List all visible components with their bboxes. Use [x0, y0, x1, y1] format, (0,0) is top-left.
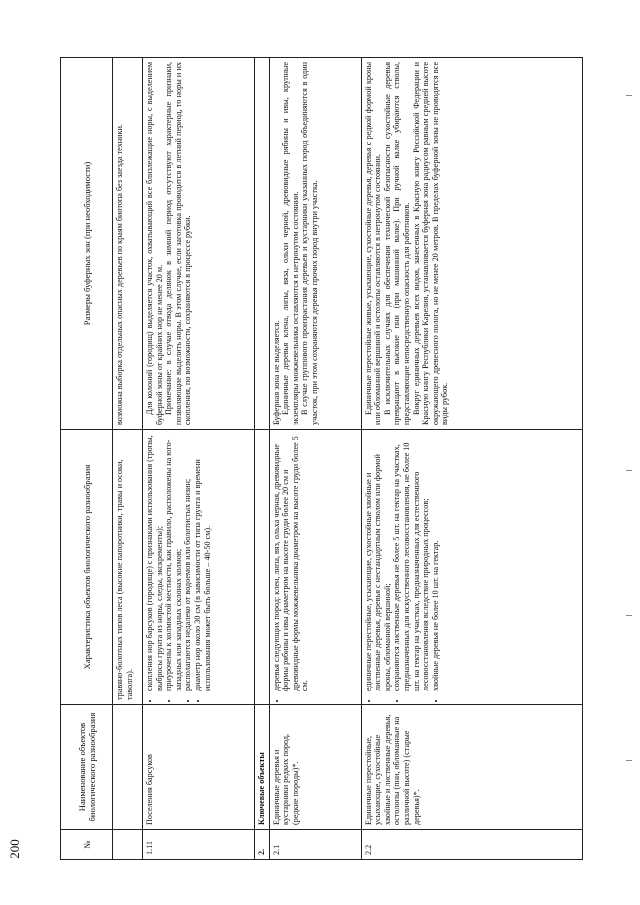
cell-name: Единичные деревья и кустарники редких пород, (редкие породы)*. — [269, 705, 361, 830]
section-number: 2. — [255, 830, 270, 860]
header-number: № — [61, 830, 113, 860]
buffer-paragraph: В случае группового произрастания деревьев и кустарники указанных пород объединяются в один участок, при этом сохраняются деревья прочих пород внутри участка. — [300, 62, 319, 425]
table-row-2-1 — [269, 58, 361, 860]
cell-buffer — [143, 58, 255, 430]
list-item: • сохраняются лиственные деревья не более 5 шт. на гектар на участках, предназначенных для искусственного лесовосстановления, не более 10 шт. на гектар на участках, предназначенных для естественного лесовосстановления вследствие природных процессов; — [392, 434, 430, 691]
list-item: • хвойные деревья не более 10 шт. на гектар. — [431, 434, 441, 691]
list-item: • деревья следующих пород: клен, липа, вяз, ольха черная, древовидные формы рябины и ивы диаметром на высоте груди более 20 см и древовидные формы можжевельника диаметром на высоте груди более 5 см. — [272, 434, 310, 691]
buffer-paragraph: Буферная зона не выделяется. — [271, 320, 281, 425]
cell-number: 2.1 — [269, 830, 361, 860]
cell-name: Поселения барсуков — [143, 705, 255, 830]
section-row-key-objects — [255, 58, 270, 860]
cell-characteristics — [143, 430, 255, 705]
cell-number: 2.2 — [361, 830, 582, 860]
cell-name: Единичные перестойные, усыхающие, сухостойные хвойные и лиственные деревья, остолопы (пни, обломанные на различной высоте) (старые деревья)*. — [361, 705, 582, 830]
list-item: • приурочены к холмистой местности, как правило, расположены на юго-западных или западных склонах холмов; — [164, 434, 183, 691]
cell-number — [113, 830, 143, 860]
buffer-paragraph: Вокруг единичных деревьев всех видов, занесенных в Красную книгу Российской Федерации и Красную книгу Республики Карелия, устанавливается буферная зона радиусом равным средней высоте окружающего древесного полога, но не менее 20 метров. В пределах буферной зоны не проводятся все виды рубок. — [411, 62, 450, 425]
buffer-paragraph: В исключительных случаях для обеспечения технической безопасности сухостойные деревья превращают в высокие пни (при машинной валке). При ручной валке убираются стволы, представляющие непосредственную опасность для работников. — [382, 62, 411, 425]
header-characteristics: Характеристика объектов биологического разнообразия — [61, 430, 113, 705]
cell-empty — [255, 430, 270, 705]
cell-characteristics: травяно-болотных типов леса (высокие папоротники, травы и осоки, таволга). — [113, 430, 143, 705]
cell-characteristics — [269, 430, 361, 705]
characteristics-list — [145, 434, 212, 700]
cell-empty — [255, 58, 270, 430]
biodiversity-objects-table — [60, 57, 583, 860]
scan-edge-mark — [626, 470, 632, 471]
cell-number: 1.11 — [143, 830, 255, 860]
buffer-paragraph: Примечание: в случае отвода делянок в зимний период отсутствуют характерные признаки, позволяющие выделить норы. В этом случае, если заготовка проводится в летний период, то норы и их скопления, по возможности, сохраняются в процессе рубки. — [164, 62, 193, 425]
section-title: Ключевые объекты — [255, 705, 270, 830]
cell-buffer — [361, 58, 582, 430]
table-row-2-2 — [361, 58, 582, 860]
table-header-row — [61, 58, 113, 860]
scan-edge-mark — [626, 95, 632, 96]
scan-edge-mark — [626, 760, 632, 761]
cell-buffer: возможна выборка отдельных опасных деревьев по краям биотопа без заезда техники. — [113, 58, 143, 430]
table-row-1-11 — [143, 58, 255, 860]
list-item: • единичные перестойные, усыхающие, сухостойные хвойные и лиственные деревья, деревья с нестандартным стволом или формой кроны, обломанной вершиной; — [364, 434, 393, 691]
list-item: • располагаются недалеко от водоемов или болотистых низин; — [183, 434, 193, 691]
scan-edge-mark — [626, 615, 632, 616]
header-object-name: Наименование объектов биологического разнообразия — [61, 705, 113, 830]
buffer-paragraph: Единичные перестойные живые, усыхающие, сухостойные деревья, деревья с редкой формой кроны или обломанной вершиной и остолопы оставляются в нетронутом состоянии. — [363, 62, 383, 425]
list-item: • диаметр нор около 30 см (в зависимости от типа грунта и времени использования может быть больше – 40-50 см). — [193, 434, 212, 691]
characteristics-list — [364, 434, 441, 700]
rotated-table-sheet — [60, 58, 583, 860]
header-buffer-zones: Размеры буферных зон (при необходимости) — [61, 58, 113, 430]
buffer-paragraph: Для колоний (городищ) выделяется участок, охватывающий все близлежащие норы, с выделением буферной зоны от крайних нор не менее 20 м. — [145, 62, 164, 425]
table-row-continued — [113, 58, 143, 860]
cell-buffer — [269, 58, 361, 430]
cell-characteristics — [361, 430, 582, 705]
cell-name — [113, 705, 143, 830]
buffer-paragraph: Единичные деревья клена, липы, вяза, ольхи черной, древовидные рябины и ивы, крупные экземпляры можжевельника оставляются в нетронутом состоянии. — [281, 62, 300, 425]
list-item: • скопления нор барсуков (городище) с признаками использования (тропы, выбросы грунта из норы, следы, экскременты); — [145, 434, 164, 691]
page-number: 200 — [7, 839, 22, 859]
characteristics-list — [272, 434, 310, 700]
